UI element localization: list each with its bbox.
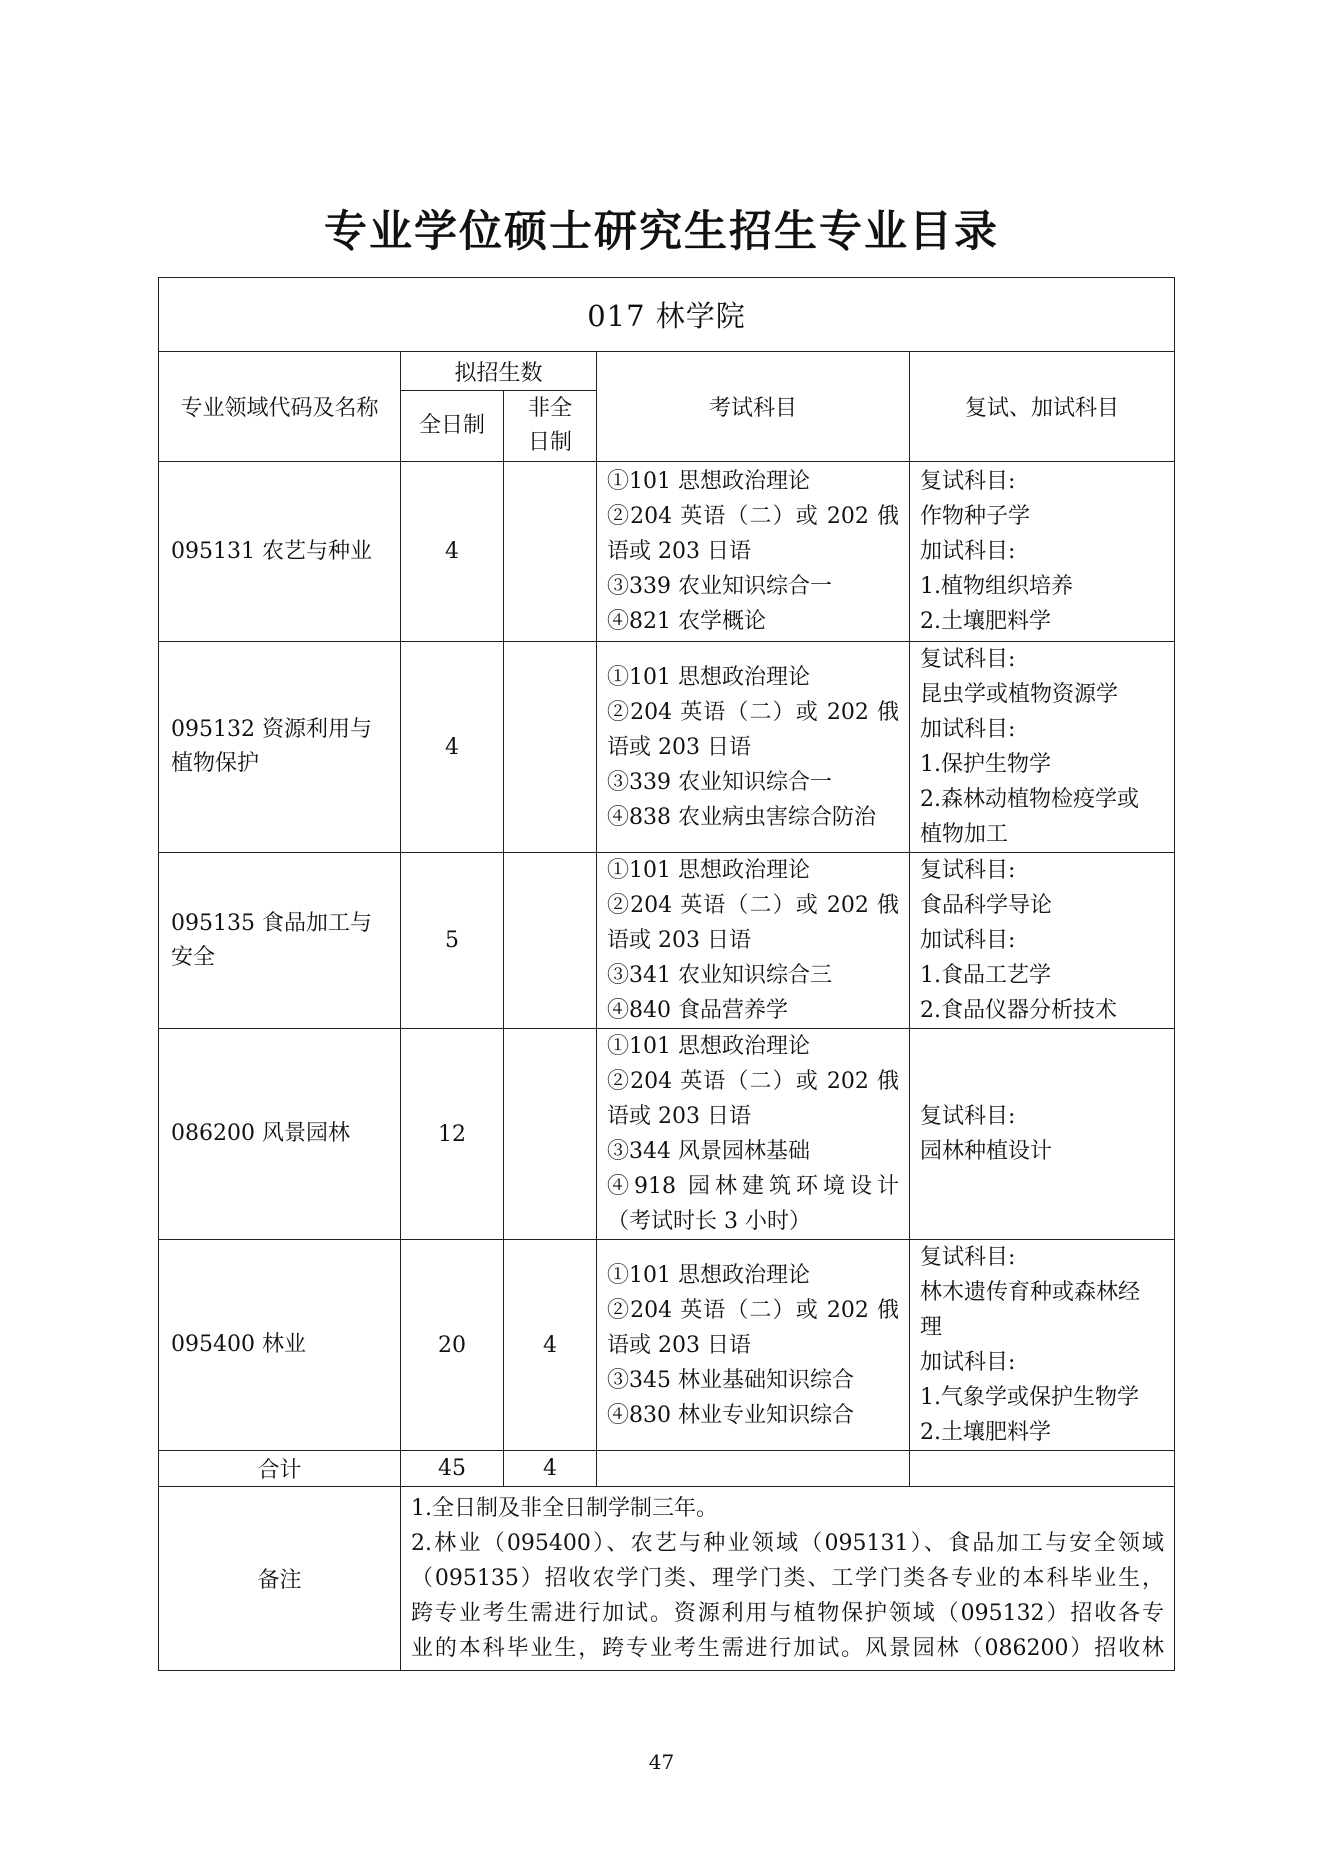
note-line: （095135）招收农学门类、理学门类、工学门类各专业的本科毕业生， <box>411 1566 1165 1591</box>
exam-subjects <box>597 1029 910 1240</box>
retest-line: 复试科目: <box>920 1245 1016 1270</box>
retest-line: 植物加工 <box>920 822 1009 847</box>
exam-line: ③344 风景园林基础 <box>607 1139 810 1164</box>
retest-subjects <box>910 462 1175 642</box>
part-time-count <box>504 642 597 853</box>
program-code-line: 095400 林业 <box>171 1332 306 1357</box>
retest-line: 作物种子学 <box>920 504 1031 529</box>
exam-line: ①101 思想政治理论 <box>607 1262 810 1288</box>
header-code-name: 专业领域代码及名称 <box>159 352 401 462</box>
part-time-count: 4 <box>504 1240 597 1451</box>
full-time-count: 4 <box>401 642 504 853</box>
header-exam-subjects: 考试科目 <box>597 352 910 462</box>
page-title: 专业学位硕士研究生招生专业目录 <box>324 207 999 257</box>
exam-line: ②204 英语（二）或 202 俄 <box>607 699 899 725</box>
program-code-name <box>159 462 401 642</box>
header-full-time: 全日制 <box>401 391 504 462</box>
exam-line: 语或 203 日语 <box>607 539 751 564</box>
retest-subjects <box>910 1029 1175 1240</box>
exam-line: ②204 英语（二）或 202 俄 <box>607 1297 899 1323</box>
retest-subjects <box>910 642 1175 853</box>
program-code-line: 植物保护 <box>171 751 260 776</box>
retest-line: 园林种植设计 <box>920 1139 1053 1164</box>
header-retest-subjects: 复试、加试科目 <box>910 352 1175 462</box>
program-code-name <box>159 642 401 853</box>
retest-subjects <box>910 1240 1175 1451</box>
exam-line: （考试时长 3 小时） <box>607 1209 811 1234</box>
retest-line: 复试科目: <box>920 1104 1016 1129</box>
table-row <box>159 1029 1175 1240</box>
note-line: 2.林业（095400）、农艺与种业领域（095131）、食品加工与安全领域 <box>411 1531 1165 1556</box>
full-time-count: 4 <box>401 462 504 642</box>
exam-subjects <box>597 853 910 1029</box>
program-code-line: 095132 资源利用与 <box>171 717 372 742</box>
header-part-time-line: 日制 <box>527 430 572 455</box>
total-row <box>159 1451 1175 1487</box>
exam-subjects <box>597 642 910 853</box>
exam-line: ④830 林业专业知识综合 <box>607 1402 854 1428</box>
exam-line: ④840 食品营养学 <box>607 998 788 1023</box>
total-part-time: 4 <box>504 1451 597 1487</box>
full-time-count: 5 <box>401 853 504 1029</box>
exam-line: 语或 203 日语 <box>607 1332 751 1358</box>
table-row <box>159 1240 1175 1451</box>
header-planned: 拟招生数 <box>401 352 597 391</box>
note-line: 1.全日制及非全日制学制三年。 <box>411 1496 718 1521</box>
table-row <box>159 462 1175 642</box>
exam-line: ④821 农学概论 <box>607 609 766 634</box>
retest-line: 加试科目: <box>920 1350 1016 1375</box>
program-code-line: 086200 风景园林 <box>171 1121 350 1146</box>
exam-line: ④918 园林建筑环境设计 <box>607 1174 899 1199</box>
retest-line: 1.气象学或保护生物学 <box>920 1385 1139 1410</box>
part-time-count <box>504 853 597 1029</box>
retest-line: 昆虫学或植物资源学 <box>920 682 1119 707</box>
total-exam-empty <box>597 1451 910 1487</box>
full-time-count: 12 <box>401 1029 504 1240</box>
retest-line: 林木遗传育种或森林经 <box>920 1280 1141 1305</box>
exam-line: 语或 203 日语 <box>607 928 751 953</box>
program-code-name <box>159 853 401 1029</box>
exam-line: ①101 思想政治理论 <box>607 858 810 883</box>
department-header: 017 林学院 <box>159 278 1175 352</box>
retest-line: 理 <box>920 1315 943 1340</box>
page-number: 47 <box>648 1750 675 1774</box>
header-part-time-line: 非全 <box>527 396 572 421</box>
exam-line: ④838 农业病虫害综合防治 <box>607 804 876 830</box>
notes-label: 备注 <box>159 1487 401 1671</box>
exam-line: ①101 思想政治理论 <box>607 664 810 690</box>
exam-line: ②204 英语（二）或 202 俄 <box>607 504 899 529</box>
exam-line: 语或 203 日语 <box>607 734 751 760</box>
program-code-line: 安全 <box>171 944 216 970</box>
total-full-time: 45 <box>401 1451 504 1487</box>
notes-content <box>401 1487 1175 1671</box>
retest-line: 2.土壤肥料学 <box>920 609 1051 634</box>
exam-line: ③339 农业知识综合一 <box>607 769 832 795</box>
retest-line: 食品科学导论 <box>920 893 1053 918</box>
program-code-name <box>159 1240 401 1451</box>
exam-subjects <box>597 1240 910 1451</box>
exam-line: ②204 英语（二）或 202 俄 <box>607 893 899 918</box>
retest-line: 加试科目: <box>920 717 1016 742</box>
total-retest-empty <box>910 1451 1175 1487</box>
program-code-line: 095131 农艺与种业 <box>171 538 372 564</box>
total-label: 合计 <box>159 1451 401 1487</box>
retest-line: 复试科目: <box>920 858 1016 883</box>
part-time-count <box>504 462 597 642</box>
part-time-count <box>504 1029 597 1240</box>
table-row <box>159 642 1175 853</box>
exam-line: ①101 思想政治理论 <box>607 469 810 494</box>
notes-row <box>159 1487 1175 1671</box>
program-code-name <box>159 1029 401 1240</box>
table-row <box>159 853 1175 1029</box>
retest-line: 1.食品工艺学 <box>920 963 1051 988</box>
exam-line: ③339 农业知识综合一 <box>607 574 832 599</box>
retest-line: 复试科目: <box>920 647 1016 672</box>
full-time-count: 20 <box>401 1240 504 1451</box>
retest-line: 复试科目: <box>920 469 1016 494</box>
retest-line: 1.植物组织培养 <box>920 574 1073 599</box>
retest-line: 加试科目: <box>920 539 1016 564</box>
retest-line: 2.食品仪器分析技术 <box>920 998 1117 1023</box>
header-part-time <box>504 391 597 462</box>
retest-line: 加试科目: <box>920 928 1016 953</box>
exam-line: 语或 203 日语 <box>607 1104 751 1129</box>
exam-line: ②204 英语（二）或 202 俄 <box>607 1069 899 1094</box>
retest-subjects <box>910 853 1175 1029</box>
retest-line: 1.保护生物学 <box>920 752 1051 777</box>
exam-line: ①101 思想政治理论 <box>607 1034 810 1059</box>
exam-line: ③341 农业知识综合三 <box>607 963 832 988</box>
retest-line: 2.土壤肥料学 <box>920 1420 1051 1445</box>
retest-line: 2.森林动植物检疫学或 <box>920 787 1139 812</box>
exam-line: ③345 林业基础知识综合 <box>607 1367 854 1393</box>
exam-subjects <box>597 462 910 642</box>
program-code-line: 095135 食品加工与 <box>171 910 372 936</box>
admission-catalog-table <box>158 277 1175 1671</box>
note-line: 跨专业考生需进行加试。资源利用与植物保护领域（095132）招收各专 <box>411 1601 1165 1626</box>
note-line: 业的本科毕业生，跨专业考生需进行加试。风景园林（086200）招收林 <box>411 1636 1165 1661</box>
